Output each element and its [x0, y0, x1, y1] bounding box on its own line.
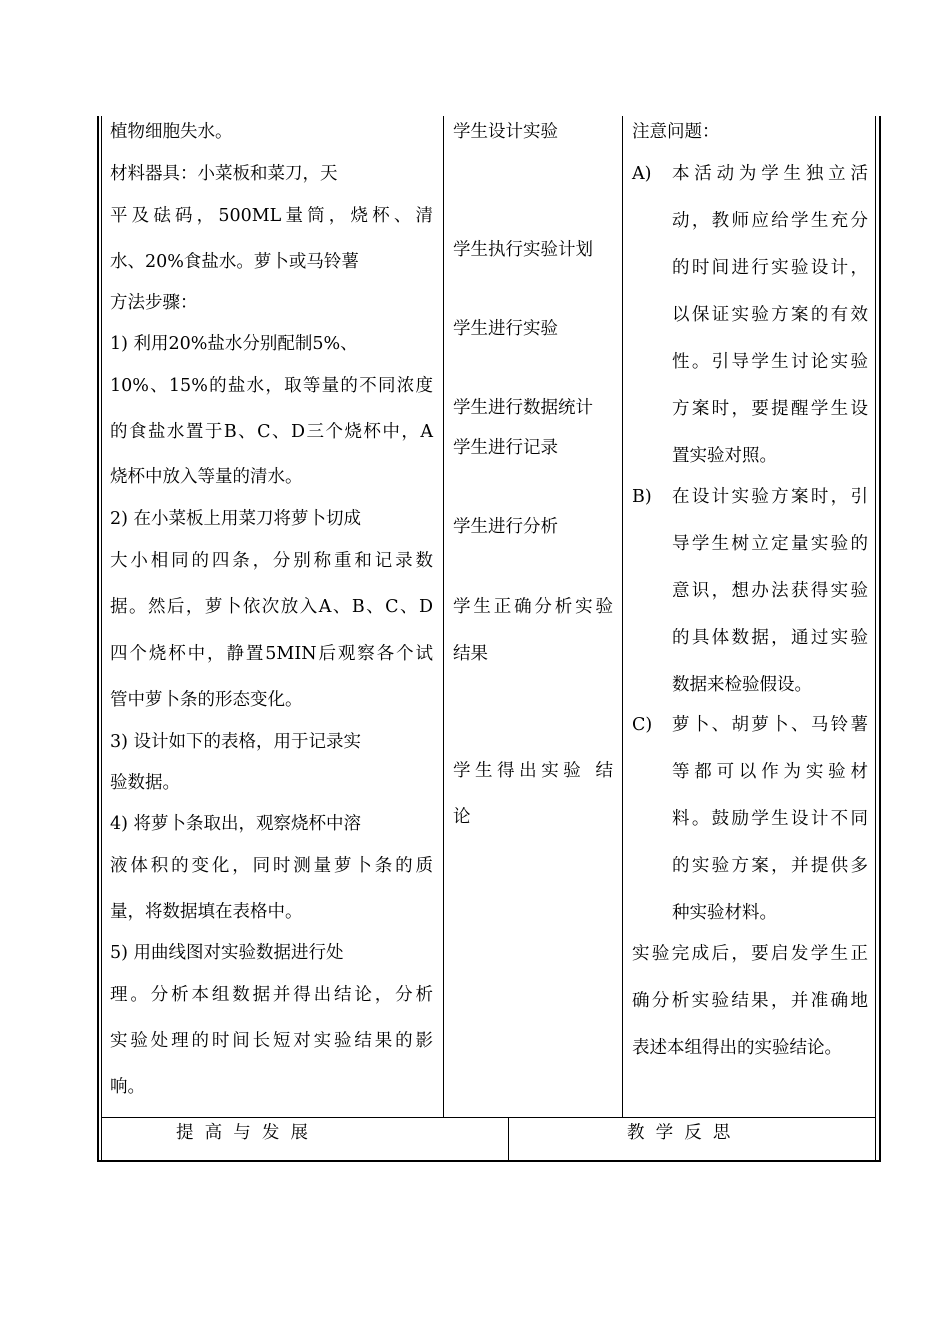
text-line: 10%、15%的盐水，取等量的不同浓度: [110, 376, 433, 396]
text-line: 植物细胞失水。: [110, 122, 233, 142]
text-line: 学生得出实验 结: [453, 761, 613, 781]
text-line: 响。: [110, 1077, 145, 1097]
text-line: 学生设计实验: [453, 122, 558, 142]
text-line: 2) 在小菜板上用菜刀将萝卜切成: [110, 509, 362, 529]
text-line: 据。然后，萝卜依次放入A、B、C、D: [110, 597, 433, 617]
table-bottom-border: [97, 1160, 881, 1162]
table-border-left-inner: [101, 116, 102, 1162]
text-line: 的实验方案，并提供多: [672, 856, 868, 876]
text-line: 以保证实验方案的有效: [672, 305, 868, 325]
text-line: 实验完成后，要启发学生正: [632, 944, 868, 964]
list-marker: C): [632, 715, 653, 735]
row-divider: [101, 1117, 876, 1118]
text-line: 学生进行记录: [453, 438, 558, 458]
text-line: 数据来检验假设。: [672, 675, 812, 695]
text-line: 学生进行数据统计: [453, 398, 593, 418]
text-line: 大小相同的四条，分别称重和记录数: [110, 551, 433, 571]
text-line: 材料器具：小菜板和菜刀，天: [110, 164, 338, 184]
table-border-right-inner: [875, 116, 876, 1162]
text-line: 的具体数据，通过实验: [672, 628, 868, 648]
text-line: 液体积的变化，同时测量萝卜条的质: [110, 856, 433, 876]
text-line: 结果: [453, 644, 488, 664]
text-line: 意识，想办法获得实验: [672, 581, 868, 601]
text-line: 烧杯中放入等量的清水。: [110, 467, 303, 487]
text-line: 确分析实验结果，并准确地: [632, 991, 868, 1011]
text-line: 平及砝码，500ML量筒，烧杯、清: [110, 206, 433, 226]
text-line: 学生正确分析实验: [453, 597, 613, 617]
text-line: 动，教师应给学生充分: [672, 211, 868, 231]
text-line: 萝卜、胡萝卜、马铃薯: [672, 715, 868, 735]
text-line: 在设计实验方案时，引: [672, 487, 868, 507]
text-line: 本活动为学生独立活: [672, 164, 868, 184]
text-line: 量，将数据填在表格中。: [110, 902, 303, 922]
text-line: 等都可以作为实验材: [672, 762, 868, 782]
text-line: 性。引导学生讨论实验: [672, 352, 868, 372]
text-line: 管中萝卜条的形态变化。: [110, 690, 303, 710]
text-line: 四个烧杯中，静置5MIN后观察各个试: [110, 644, 433, 664]
list-marker: B): [632, 487, 652, 507]
text-line: 5) 用曲线图对实验数据进行处: [110, 943, 344, 963]
column-divider-1: [443, 116, 444, 1118]
column-divider-2: [622, 116, 623, 1118]
text-line: 学生进行实验: [453, 319, 558, 339]
list-marker: A): [632, 164, 652, 184]
text-line: 表述本组得出的实验结论。: [632, 1038, 842, 1058]
text-line: 置实验对照。: [672, 446, 777, 466]
text-line: 1) 利用20%盐水分别配制5%、: [110, 334, 358, 354]
text-line: 导学生树立定量实验的: [672, 534, 868, 554]
text-line: 的时间进行实验设计，: [672, 258, 868, 278]
text-line: 3) 设计如下的表格，用于记录实: [110, 732, 362, 752]
notes-heading: 注意问题：: [632, 122, 720, 142]
text-line: 料。鼓励学生设计不同: [672, 809, 868, 829]
text-line: 方案时，要提醒学生设: [672, 399, 868, 419]
table-border-right-outer: [879, 116, 881, 1162]
text-line: 理。分析本组数据并得出结论，分析: [110, 985, 433, 1005]
text-line: 学生进行分析: [453, 517, 558, 537]
text-line: 学生执行实验计划: [453, 240, 593, 260]
footer-divider: [508, 1117, 509, 1162]
text-line: 种实验材料。: [672, 903, 777, 923]
text-line: 论: [453, 807, 471, 827]
text-line: 验数据。: [110, 773, 180, 793]
footer-right-heading: 教 学 反 思: [627, 1123, 731, 1143]
table-border-left-outer: [97, 116, 99, 1162]
text-line: 水、20%食盐水。萝卜或马铃薯: [110, 252, 359, 272]
footer-left-heading: 提 高 与 发 展: [176, 1123, 309, 1143]
text-line: 的食盐水置于B、C、D三个烧杯中，A: [110, 422, 433, 442]
text-line: 实验处理的时间长短对实验结果的影: [110, 1031, 433, 1051]
text-line: 4) 将萝卜条取出，观察烧杯中溶: [110, 814, 362, 834]
text-line: 方法步骤：: [110, 293, 198, 313]
